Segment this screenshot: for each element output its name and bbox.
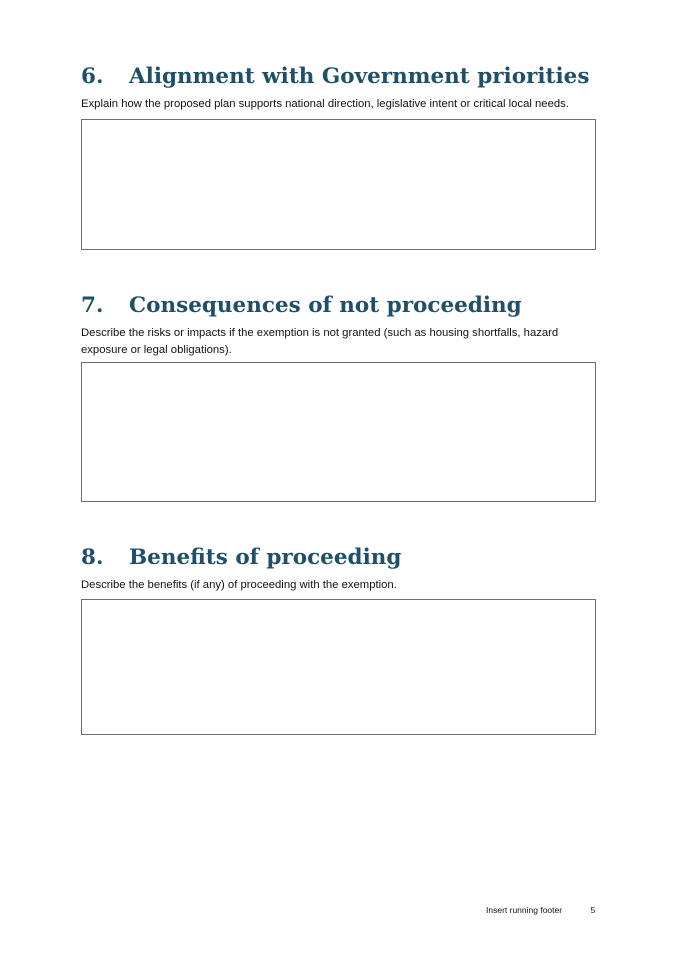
section-7-description: Describe the risks or impacts if the exemption is not granted (such as housing shortfalls, hazard exposure or legal obligations). bbox=[81, 327, 559, 356]
section-8-response-box[interactable] bbox=[81, 599, 596, 735]
page-footer bbox=[486, 905, 595, 915]
section-6-heading bbox=[81, 64, 596, 90]
section-8 bbox=[81, 545, 596, 594]
page-number: 5 bbox=[590, 905, 596, 915]
section-8-description: Describe the benefits (if any) of proceeding with the exemption. bbox=[81, 579, 397, 591]
section-8-number: 8. bbox=[81, 545, 104, 570]
section-7-title: Consequences of not proceeding bbox=[129, 293, 522, 318]
section-7-response-box[interactable] bbox=[81, 362, 596, 502]
section-6-response-box[interactable] bbox=[81, 119, 596, 250]
section-8-heading bbox=[81, 545, 596, 571]
running-footer-text: Insert running footer bbox=[486, 905, 563, 915]
section-6-description: Explain how the proposed plan supports national direction, legislative intent or critical local needs. bbox=[81, 98, 569, 110]
section-7-number: 7. bbox=[81, 293, 104, 318]
section-7 bbox=[81, 293, 596, 358]
section-6-number: 6. bbox=[81, 64, 104, 89]
section-6 bbox=[81, 64, 596, 113]
section-7-heading bbox=[81, 293, 596, 319]
section-6-title: Alignment with Government priorities bbox=[129, 64, 590, 89]
section-8-title: Benefits of proceeding bbox=[129, 545, 402, 570]
